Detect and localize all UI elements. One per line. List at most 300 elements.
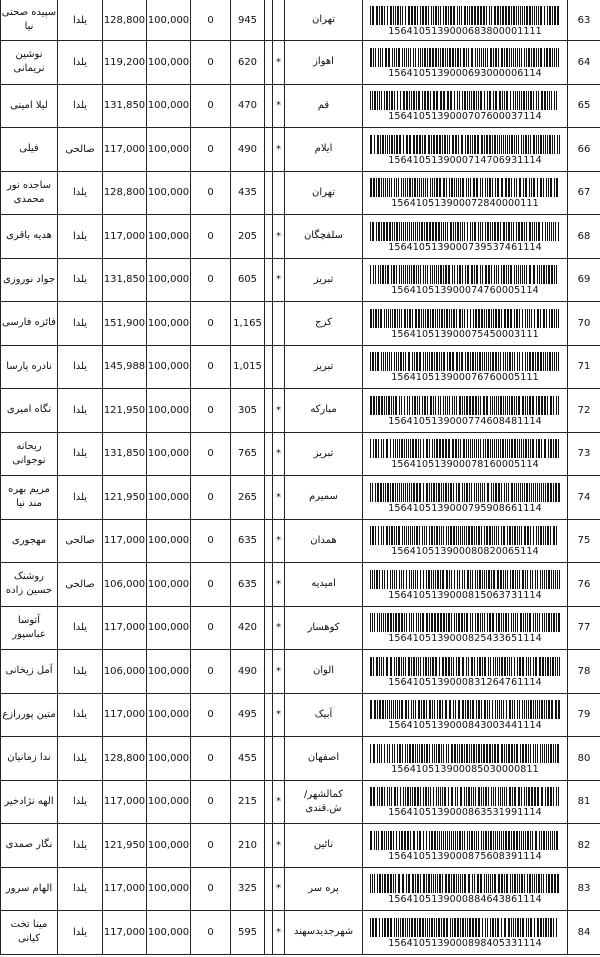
city-name: تهران [285, 0, 363, 41]
zero-value: 0 [191, 128, 231, 172]
bank-name: یلدا [58, 41, 103, 85]
tracking-code [363, 258, 568, 302]
tracking-code-text: 1564105139000774608481114 [388, 415, 542, 427]
base-amount: 100,000 [147, 606, 191, 650]
tracking-code-text: 1564105139000884643861114 [388, 894, 542, 906]
tracking-code [363, 476, 568, 520]
mark-cell: * [273, 258, 285, 302]
row-number: 73 [568, 432, 600, 476]
bank-name: صالحی [58, 128, 103, 172]
tracking-code-text: 1564105139000714706931114 [388, 154, 542, 166]
row-number: 63 [568, 0, 600, 41]
fee-value: 635 [231, 563, 265, 607]
barcode-icon [370, 918, 560, 937]
table-row [1, 911, 600, 955]
table-row [1, 432, 600, 476]
bank-name: یلدا [58, 389, 103, 433]
spacer-cell [265, 693, 273, 737]
city-name: اصفهان [285, 737, 363, 781]
recipient-name: هدیه باقری [1, 215, 58, 259]
spacer-cell [265, 302, 273, 346]
barcode-icon [370, 352, 560, 371]
bank-name: یلدا [58, 650, 103, 694]
mark-cell: * [273, 780, 285, 824]
total-amount: 117,000 [103, 519, 147, 563]
table-row [1, 693, 600, 737]
city-name: امیدیه [285, 563, 363, 607]
total-amount: 119,200 [103, 41, 147, 85]
total-amount: 121,950 [103, 824, 147, 868]
base-amount: 100,000 [147, 302, 191, 346]
mark-cell: * [273, 867, 285, 911]
table-row [1, 737, 600, 781]
city-name: تبریز [285, 345, 363, 389]
table-row [1, 128, 600, 172]
tracking-code [363, 737, 568, 781]
recipient-name: جواد نوروزی [1, 258, 58, 302]
bank-name: یلدا [58, 215, 103, 259]
recipient-name: ندا زمانیان [1, 737, 58, 781]
row-number: 71 [568, 345, 600, 389]
total-amount: 117,000 [103, 215, 147, 259]
tracking-code-text: 1564105139000831264761114 [388, 676, 542, 688]
zero-value: 0 [191, 824, 231, 868]
tracking-code-text: 156410513900075450003111 [391, 328, 539, 340]
barcode-icon [370, 135, 560, 154]
base-amount: 100,000 [147, 476, 191, 520]
bank-name: یلدا [58, 171, 103, 215]
tracking-code-text: 1564105139000795908661114 [388, 502, 542, 514]
spacer-cell [265, 41, 273, 85]
tracking-code [363, 563, 568, 607]
fee-value: 455 [231, 737, 265, 781]
bank-name: یلدا [58, 345, 103, 389]
table-row [1, 650, 600, 694]
row-number: 65 [568, 84, 600, 128]
base-amount: 100,000 [147, 737, 191, 781]
bank-name: یلدا [58, 84, 103, 128]
total-amount: 145,988 [103, 345, 147, 389]
city-name: همدان [285, 519, 363, 563]
spacer-cell [265, 737, 273, 781]
zero-value: 0 [191, 650, 231, 694]
zero-value: 0 [191, 432, 231, 476]
zero-value: 0 [191, 302, 231, 346]
spacer-cell [265, 476, 273, 520]
zero-value: 0 [191, 693, 231, 737]
row-number: 76 [568, 563, 600, 607]
total-amount: 121,950 [103, 389, 147, 433]
spacer-cell [265, 128, 273, 172]
recipient-name: الهه نژادخیر [1, 780, 58, 824]
table-row [1, 563, 600, 607]
barcode-icon [370, 570, 560, 589]
spacer-cell [265, 389, 273, 433]
tracking-code-text: 156410513900085030000811 [391, 763, 539, 775]
recipient-name: سپیده صحتی نیا [1, 0, 58, 41]
recipient-name: مینا تخت کیانی [1, 911, 58, 955]
barcode-icon [370, 483, 560, 502]
spacer-cell [265, 911, 273, 955]
tracking-code [363, 432, 568, 476]
table-row [1, 41, 600, 85]
row-number: 68 [568, 215, 600, 259]
recipient-name: مهجوری [1, 519, 58, 563]
table-row [1, 171, 600, 215]
fee-value: 435 [231, 171, 265, 215]
city-name: شهرجدیدسهند [285, 911, 363, 955]
tracking-code [363, 911, 568, 955]
recipient-name: فیلی [1, 128, 58, 172]
row-number: 80 [568, 737, 600, 781]
total-amount: 117,000 [103, 867, 147, 911]
spacer-cell [265, 215, 273, 259]
zero-value: 0 [191, 606, 231, 650]
bank-name: صالحی [58, 563, 103, 607]
base-amount: 100,000 [147, 215, 191, 259]
fee-value: 265 [231, 476, 265, 520]
row-number: 75 [568, 519, 600, 563]
barcode-icon [370, 222, 560, 241]
table-row [1, 215, 600, 259]
tracking-code [363, 302, 568, 346]
tracking-code-text: 1564105139000875608391114 [388, 850, 542, 862]
base-amount: 100,000 [147, 867, 191, 911]
mark-cell: * [273, 911, 285, 955]
recipient-name: مریم بهره مند نیا [1, 476, 58, 520]
table-row [1, 84, 600, 128]
bank-name: یلدا [58, 824, 103, 868]
total-amount: 151,900 [103, 302, 147, 346]
fee-value: 595 [231, 911, 265, 955]
tracking-code [363, 84, 568, 128]
barcode-icon [370, 744, 560, 763]
zero-value: 0 [191, 41, 231, 85]
fee-value: 945 [231, 0, 265, 41]
fee-value: 420 [231, 606, 265, 650]
barcode-icon [370, 91, 560, 110]
zero-value: 0 [191, 0, 231, 41]
row-number: 78 [568, 650, 600, 694]
tracking-code-text: 1564105139000843003441114 [388, 720, 542, 732]
recipient-name: نوشین نریمانی [1, 41, 58, 85]
row-number: 82 [568, 824, 600, 868]
mark-cell: * [273, 824, 285, 868]
tracking-code-text: 156410513900076760005111 [391, 372, 539, 384]
tracking-code-text: 156410513900080820065114 [391, 546, 539, 558]
city-name: نائین [285, 824, 363, 868]
spacer-cell [265, 258, 273, 302]
mark-cell [273, 0, 285, 41]
base-amount: 100,000 [147, 650, 191, 694]
city-name: الوان [285, 650, 363, 694]
zero-value: 0 [191, 345, 231, 389]
base-amount: 100,000 [147, 0, 191, 41]
spacer-cell [265, 780, 273, 824]
bank-name: یلدا [58, 476, 103, 520]
total-amount: 131,850 [103, 84, 147, 128]
zero-value: 0 [191, 563, 231, 607]
tracking-code-text: 1564105139000898405331114 [388, 937, 542, 949]
bank-name: یلدا [58, 780, 103, 824]
fee-value: 305 [231, 389, 265, 433]
mark-cell: * [273, 563, 285, 607]
base-amount: 100,000 [147, 84, 191, 128]
zero-value: 0 [191, 258, 231, 302]
base-amount: 100,000 [147, 389, 191, 433]
recipient-name: الهام سرور [1, 867, 58, 911]
barcode-icon [370, 700, 560, 719]
mark-cell: * [273, 476, 285, 520]
recipient-name: فائزه فارسی [1, 302, 58, 346]
recipient-name: نگار صمدی [1, 824, 58, 868]
zero-value: 0 [191, 171, 231, 215]
spacer-cell [265, 824, 273, 868]
base-amount: 100,000 [147, 563, 191, 607]
fee-value: 470 [231, 84, 265, 128]
fee-value: 765 [231, 432, 265, 476]
zero-value: 0 [191, 215, 231, 259]
recipient-name: متین پوررازع [1, 693, 58, 737]
tracking-code [363, 128, 568, 172]
fee-value: 210 [231, 824, 265, 868]
base-amount: 100,000 [147, 911, 191, 955]
total-amount: 128,800 [103, 0, 147, 41]
tracking-code-text: 1564105139000825433651114 [388, 633, 542, 645]
fee-value: 490 [231, 128, 265, 172]
base-amount: 100,000 [147, 41, 191, 85]
bank-name: یلدا [58, 606, 103, 650]
tracking-code [363, 345, 568, 389]
base-amount: 100,000 [147, 693, 191, 737]
spacer-cell [265, 0, 273, 41]
tracking-code [363, 780, 568, 824]
tracking-code-text: 1564105139000815063731114 [388, 589, 542, 601]
tracking-code [363, 171, 568, 215]
spacer-cell [265, 171, 273, 215]
mark-cell: * [273, 84, 285, 128]
tracking-code-text: 156410513900078160005114 [391, 459, 539, 471]
barcode-icon [370, 831, 560, 850]
table-row [1, 606, 600, 650]
bank-name: یلدا [58, 867, 103, 911]
table-row [1, 519, 600, 563]
tracking-code [363, 606, 568, 650]
mark-cell [273, 171, 285, 215]
base-amount: 100,000 [147, 519, 191, 563]
row-number: 83 [568, 867, 600, 911]
city-name: اهواز [285, 41, 363, 85]
city-name: تهران [285, 171, 363, 215]
row-number: 64 [568, 41, 600, 85]
tracking-code-text: 1564105139000863531991114 [388, 807, 542, 819]
tracking-code-text: 156410513900074760005114 [391, 285, 539, 297]
tracking-code-text: 156410513900072840000111 [391, 198, 539, 210]
city-name: تبریز [285, 258, 363, 302]
spacer-cell [265, 432, 273, 476]
row-number: 84 [568, 911, 600, 955]
barcode-icon [370, 657, 560, 676]
tracking-code-text: 1564105139000693000006114 [388, 67, 542, 79]
city-name: قم [285, 84, 363, 128]
total-amount: 117,000 [103, 780, 147, 824]
recipient-name: ساجده نور محمدی [1, 171, 58, 215]
city-name: آبیک [285, 693, 363, 737]
table-row [1, 780, 600, 824]
row-number: 67 [568, 171, 600, 215]
base-amount: 100,000 [147, 128, 191, 172]
barcode-icon [370, 526, 560, 545]
row-number: 66 [568, 128, 600, 172]
city-name: کمالشهر/ ش.قندی [285, 780, 363, 824]
barcode-icon [370, 309, 560, 328]
zero-value: 0 [191, 389, 231, 433]
fee-value: 620 [231, 41, 265, 85]
bank-name: یلدا [58, 0, 103, 41]
fee-value: 490 [231, 650, 265, 694]
fee-value: 205 [231, 215, 265, 259]
spacer-cell [265, 563, 273, 607]
tracking-code [363, 215, 568, 259]
total-amount: 106,000 [103, 650, 147, 694]
spacer-cell [265, 84, 273, 128]
table-row [1, 0, 600, 41]
tracking-code [363, 0, 568, 41]
mark-cell: * [273, 128, 285, 172]
row-number: 74 [568, 476, 600, 520]
table-row [1, 867, 600, 911]
table-row [1, 258, 600, 302]
bank-name: یلدا [58, 258, 103, 302]
tracking-code [363, 519, 568, 563]
base-amount: 100,000 [147, 432, 191, 476]
spacer-cell [265, 867, 273, 911]
recipient-name: لیلا امینی [1, 84, 58, 128]
recipient-name: آتوسا عباسپور [1, 606, 58, 650]
fee-value: 605 [231, 258, 265, 302]
fee-value: 495 [231, 693, 265, 737]
barcode-icon [370, 874, 560, 893]
bank-name: یلدا [58, 432, 103, 476]
city-name: مبارکه [285, 389, 363, 433]
base-amount: 100,000 [147, 780, 191, 824]
city-name: سلفچگان [285, 215, 363, 259]
base-amount: 100,000 [147, 171, 191, 215]
bank-name: یلدا [58, 693, 103, 737]
base-amount: 100,000 [147, 345, 191, 389]
recipient-name: ریحانه نوجوانی [1, 432, 58, 476]
zero-value: 0 [191, 911, 231, 955]
recipient-name: نادره پارسا [1, 345, 58, 389]
total-amount: 128,800 [103, 171, 147, 215]
table-row [1, 476, 600, 520]
fee-value: 215 [231, 780, 265, 824]
city-name: سمیرم [285, 476, 363, 520]
tracking-code-text: 1564105139000707600037114 [388, 111, 542, 123]
bank-name: یلدا [58, 302, 103, 346]
zero-value: 0 [191, 476, 231, 520]
spacer-cell [265, 345, 273, 389]
table-row [1, 824, 600, 868]
base-amount: 100,000 [147, 258, 191, 302]
recipient-name: روشنک حسین زاده [1, 563, 58, 607]
zero-value: 0 [191, 737, 231, 781]
total-amount: 117,000 [103, 911, 147, 955]
barcode-icon [370, 48, 560, 67]
mark-cell: * [273, 519, 285, 563]
fee-value: 635 [231, 519, 265, 563]
city-name: کرج [285, 302, 363, 346]
mark-cell: * [273, 41, 285, 85]
bank-name: یلدا [58, 911, 103, 955]
table-body [1, 0, 600, 954]
tracking-code [363, 824, 568, 868]
table-row [1, 302, 600, 346]
mark-cell [273, 345, 285, 389]
total-amount: 117,000 [103, 128, 147, 172]
table-row [1, 389, 600, 433]
fee-value: 1,015 [231, 345, 265, 389]
tracking-code [363, 389, 568, 433]
total-amount: 106,000 [103, 563, 147, 607]
barcode-icon [370, 265, 560, 284]
spacer-cell [265, 519, 273, 563]
mark-cell [273, 302, 285, 346]
tracking-code-text: 1564105139000683800001111 [388, 25, 542, 37]
city-name: تبریز [285, 432, 363, 476]
bank-name: یلدا [58, 737, 103, 781]
spacer-cell [265, 606, 273, 650]
mark-cell: * [273, 693, 285, 737]
mark-cell: * [273, 389, 285, 433]
tracking-code [363, 693, 568, 737]
row-number: 79 [568, 693, 600, 737]
mark-cell [273, 737, 285, 781]
barcode-icon [370, 178, 560, 197]
recipient-name: نگاه امیری [1, 389, 58, 433]
zero-value: 0 [191, 519, 231, 563]
row-number: 81 [568, 780, 600, 824]
barcode-icon [370, 396, 560, 415]
city-name: پره سر [285, 867, 363, 911]
city-name: کوهسار [285, 606, 363, 650]
base-amount: 100,000 [147, 824, 191, 868]
fee-value: 1,165 [231, 302, 265, 346]
mark-cell: * [273, 432, 285, 476]
row-number: 70 [568, 302, 600, 346]
total-amount: 131,850 [103, 258, 147, 302]
total-amount: 121,950 [103, 476, 147, 520]
barcode-icon [370, 439, 560, 458]
barcode-icon [370, 787, 560, 806]
barcode-icon [370, 6, 560, 25]
fee-value: 325 [231, 867, 265, 911]
total-amount: 128,800 [103, 737, 147, 781]
tracking-code [363, 41, 568, 85]
zero-value: 0 [191, 84, 231, 128]
mark-cell: * [273, 606, 285, 650]
city-name: ایلام [285, 128, 363, 172]
table-row [1, 345, 600, 389]
zero-value: 0 [191, 867, 231, 911]
mark-cell: * [273, 215, 285, 259]
tracking-code-text: 1564105139000739537461114 [388, 241, 542, 253]
bank-name: صالحی [58, 519, 103, 563]
spacer-cell [265, 650, 273, 694]
zero-value: 0 [191, 780, 231, 824]
total-amount: 117,000 [103, 606, 147, 650]
total-amount: 131,850 [103, 432, 147, 476]
